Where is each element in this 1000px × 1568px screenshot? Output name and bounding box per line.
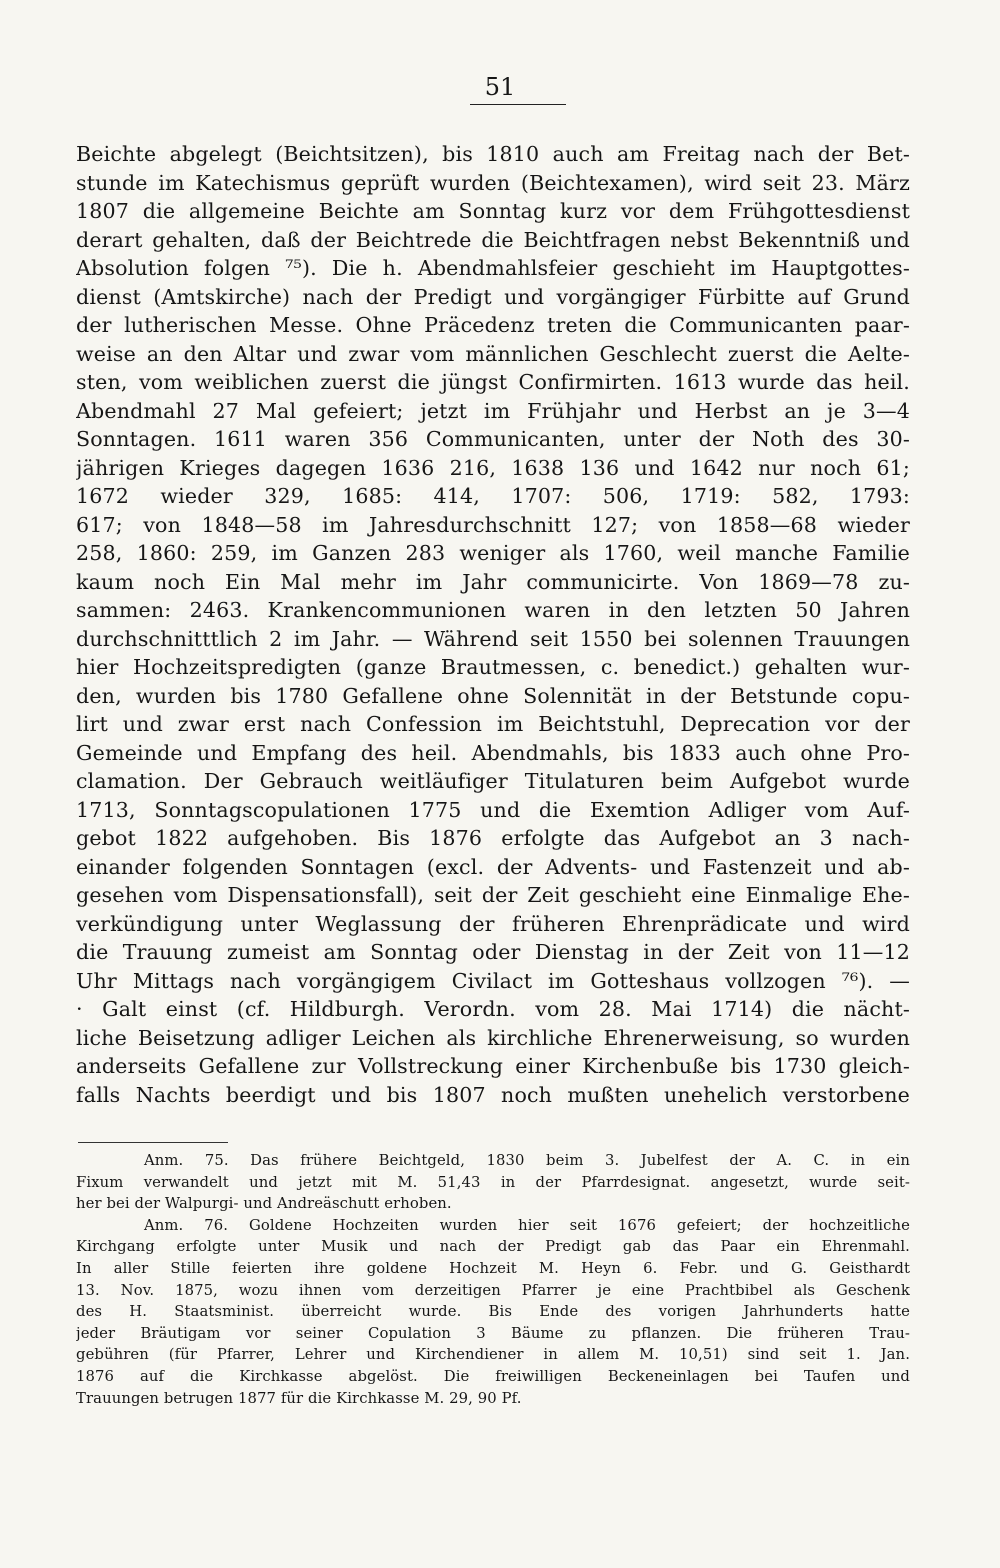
text-line: jährigen Krieges dagegen 1636 216, 1638 136 und 1642 nur noch 61;	[76, 455, 910, 480]
text-line: weise an den Altar und zwar vom männlichen Geschlecht zuerst die Aelte-	[76, 341, 910, 366]
text-line: verkündigung unter Weglassung der früheren Ehrenprädicate und wird	[76, 911, 910, 936]
footnote-line: Fixum verwandelt und jetzt mit M. 51,43 in der Pfarrdesignat. angesetzt, wurde seit-	[76, 1173, 910, 1191]
text-line: falls Nachts beerdigt und bis 1807 noch mußten unehelich verstorbene	[76, 1082, 910, 1107]
text-line: 258, 1860: 259, im Ganzen 283 weniger als 1760, weil manche Familie	[76, 541, 910, 565]
text-line: dienst (Amtskirche) nach der Predigt und vorgängiger Fürbitte auf Grund	[76, 284, 910, 309]
footnote-line: des H. Staatsminist. überreicht wurde. Bis Ende des vorigen Jahrhunderts hatte	[76, 1303, 910, 1321]
text-line: Absolution folgen ⁷⁵). Die h. Abendmahlsfeier geschieht im Hauptgottes-	[76, 256, 910, 280]
text-line: den, wurden bis 1780 Gefallene ohne Solennität in der Betstunde copu-	[76, 683, 910, 708]
text-line: 1672 wieder 329, 1685: 414, 1707: 506, 1719: 582, 1793:	[76, 484, 910, 508]
text-line: derart gehalten, daß der Beichtrede die Beichtfragen nebst Bekenntniß und	[76, 227, 910, 252]
footnote-line: Anm. 75. Das frühere Beichtgeld, 1830 beim 3. Jubelfest der A. C. in ein	[144, 1152, 910, 1169]
footnote-line: Trauungen betrugen 1877 für die Kirchkasse M. 29, 90 Pf.	[76, 1389, 522, 1407]
text-line: sammen: 2463. Krankencommunionen waren in den letzten 50 Jahren	[76, 598, 910, 622]
text-line: 1807 die allgemeine Beichte am Sonntag kurz vor dem Frühgottesdienst	[76, 199, 910, 223]
text-line: · Galt einst (cf. Hildburgh. Verordn. vom 28. Mai 1714) die nächt-	[76, 997, 910, 1021]
text-line: liche Beisetzung adliger Leichen als kirchliche Ehrenerweisung, so wurden	[76, 1025, 910, 1050]
text-line: stunde im Katechismus geprüft wurden (Beichtexamen), wird seit 23. März	[76, 170, 910, 195]
footnote-line: In aller Stille feierten ihre goldene Hochzeit M. Heyn 6. Febr. und G. Geisthardt	[76, 1259, 910, 1277]
page-number: 51	[484, 73, 516, 101]
text-line: 1713, Sonntagscopulationen 1775 und die Exemtion Adliger vom Auf-	[76, 797, 910, 822]
footnote-line: 13. Nov. 1875, wozu ihnen vom derzeitigen Pfarrer je eine Prachtbibel als Geschenk	[76, 1281, 910, 1299]
footnote-line: 1876 auf die Kirchkasse abgelöst. Die freiwilligen Beckeneinlagen bei Taufen und	[76, 1367, 910, 1385]
text-line: einander folgenden Sonntagen (excl. der Advents- und Fastenzeit und ab-	[76, 854, 910, 879]
text-line: clamation. Der Gebrauch weitläufiger Titulaturen beim Aufgebot wurde	[76, 769, 910, 793]
footnote-separator	[78, 1142, 228, 1143]
text-line: sten, vom weiblichen zuerst die jüngst Confirmirten. 1613 wurde das heil.	[76, 370, 910, 394]
text-line: Sonntagen. 1611 waren 356 Communicanten, unter der Noth des 30-	[76, 427, 910, 451]
text-line: gesehen vom Dispensationsfall), seit der Zeit geschieht eine Einmalige Ehe-	[76, 883, 910, 907]
text-line: Abendmahl 27 Mal gefeiert; jetzt im Frühjahr und Herbst an je 3—4	[76, 398, 910, 423]
footnote-75	[76, 1150, 910, 1215]
text-line: anderseits Gefallene zur Vollstreckung einer Kirchenbuße bis 1730 gleich-	[76, 1054, 910, 1078]
footnote-line: gebühren (für Pfarrer, Lehrer und Kirchendiener in allem M. 10,51) sind seit 1. Jan.	[76, 1346, 910, 1364]
text-line: Beichte abgelegt (Beichtsitzen), bis 1810 auch am Freitag nach der Bet-	[76, 142, 910, 166]
footnotes	[76, 1150, 910, 1409]
text-line: gebot 1822 aufgehoben. Bis 1876 erfolgte das Aufgebot an 3 nach-	[76, 826, 910, 850]
text-line: durchschnitttlich 2 im Jahr. — Während seit 1550 bei solennen Trauungen	[76, 626, 910, 651]
text-line: hier Hochzeitspredigten (ganze Brautmessen, c. benedict.) gehalten wur-	[76, 655, 910, 679]
footnote-line: Anm. 76. Goldene Hochzeiten wurden hier seit 1676 gefeiert; der hochzeitliche	[144, 1216, 910, 1234]
text-line: Gemeinde und Empfang des heil. Abendmahls, bis 1833 auch ohne Pro-	[76, 740, 910, 765]
text-line: kaum noch Ein Mal mehr im Jahr communicirte. Von 1869—78 zu-	[76, 569, 910, 594]
footnote-line: her bei der Walpurgi- und Andreäschutt erhoben.	[76, 1195, 452, 1213]
text-line: Uhr Mittags nach vorgängigem Civilact im Gotteshaus vollzogen ⁷⁶). —	[76, 968, 910, 993]
text-line: der lutherischen Messe. Ohne Präcedenz treten die Communicanten paar-	[76, 313, 910, 337]
text-line: 617; von 1848—58 im Jahresdurchschnitt 127; von 1858—68 wieder	[76, 512, 910, 537]
text-line: die Trauung zumeist am Sonntag oder Dienstag in der Zeit von 11—12	[76, 940, 910, 964]
footnote-line: jeder Bräutigam vor seiner Copulation 3 Bäume zu pflanzen. Die früheren Trau-	[76, 1324, 910, 1342]
body-text	[76, 140, 910, 1109]
page-number-rule	[470, 104, 566, 105]
footnote-line: Kirchgang erfolgte unter Musik und nach der Predigt gab das Paar ein Ehrenmahl.	[76, 1238, 910, 1256]
text-line: lirt und zwar erst nach Confession im Beichtstuhl, Deprecation vor der	[76, 712, 910, 736]
footnote-76	[76, 1215, 910, 1409]
